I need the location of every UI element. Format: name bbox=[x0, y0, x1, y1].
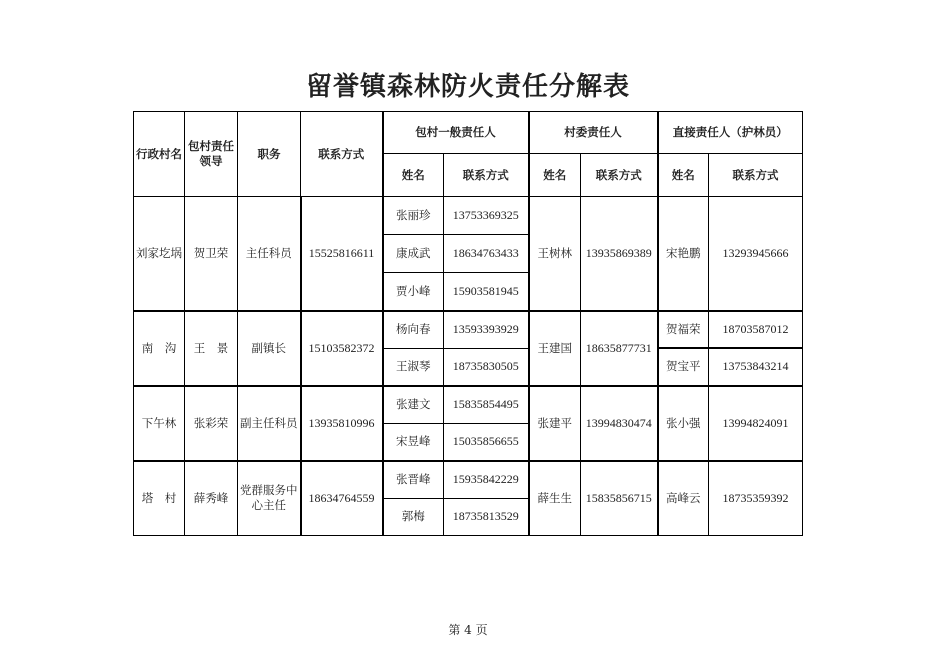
village-name: 南 沟 bbox=[134, 311, 185, 386]
header-name: 姓名 bbox=[658, 154, 709, 197]
leader-phone: 13935810996 bbox=[301, 386, 383, 461]
leader-name: 薛秀峰 bbox=[185, 461, 238, 536]
header-contact: 联系方式 bbox=[301, 112, 383, 197]
leader-phone: 18634764559 bbox=[301, 461, 383, 536]
direct-phone: 13753843214 bbox=[709, 348, 803, 386]
header-phone: 联系方式 bbox=[581, 154, 658, 197]
page-title: 留誉镇森林防火责任分解表 bbox=[305, 72, 630, 102]
direct-phone: 18735359392 bbox=[709, 461, 803, 536]
committee-phone: 18635877731 bbox=[581, 311, 658, 386]
direct-name: 宋艳鹏 bbox=[658, 197, 709, 311]
village-name: 刘家圪埚 bbox=[134, 197, 185, 311]
table-row bbox=[134, 461, 803, 499]
page-footer: 第 4 页 bbox=[448, 623, 488, 637]
leader-name: 王 景 bbox=[185, 311, 238, 386]
committee-name: 王建国 bbox=[529, 311, 581, 386]
table-row bbox=[134, 386, 803, 424]
general-name: 郭梅 bbox=[383, 498, 444, 536]
committee-name: 张建平 bbox=[529, 386, 581, 461]
general-name: 康成武 bbox=[383, 235, 444, 273]
general-phone: 15935842229 bbox=[444, 461, 529, 499]
village-name: 塔 村 bbox=[134, 461, 185, 536]
leader-position: 主任科员 bbox=[238, 197, 301, 311]
leader-position: 副镇长 bbox=[238, 311, 301, 386]
general-name: 宋昱峰 bbox=[383, 423, 444, 461]
general-name: 张丽珍 bbox=[383, 197, 444, 235]
responsibility-table bbox=[133, 111, 803, 536]
header-leader: 包村责任领导 bbox=[185, 112, 238, 197]
general-name: 张晋峰 bbox=[383, 461, 444, 499]
general-phone: 13753369325 bbox=[444, 197, 529, 235]
leader-phone: 15103582372 bbox=[301, 311, 383, 386]
committee-phone: 13994830474 bbox=[581, 386, 658, 461]
general-phone: 18735830505 bbox=[444, 348, 529, 386]
table-row bbox=[134, 197, 803, 235]
leader-phone: 15525816611 bbox=[301, 197, 383, 311]
header-general: 包村一般责任人 bbox=[383, 112, 529, 154]
general-phone: 15035856655 bbox=[444, 423, 529, 461]
leader-position: 党群服务中心主任 bbox=[238, 461, 301, 536]
general-phone: 15903581945 bbox=[444, 273, 529, 311]
general-phone: 18634763433 bbox=[444, 235, 529, 273]
leader-name: 贺卫荣 bbox=[185, 197, 238, 311]
general-name: 杨向春 bbox=[383, 311, 444, 349]
direct-phone: 18703587012 bbox=[709, 311, 803, 349]
committee-name: 王树林 bbox=[529, 197, 581, 311]
committee-name: 薛生生 bbox=[529, 461, 581, 536]
committee-phone: 15835856715 bbox=[581, 461, 658, 536]
leader-position: 副主任科员 bbox=[238, 386, 301, 461]
header-position: 职务 bbox=[238, 112, 301, 197]
direct-phone: 13293945666 bbox=[709, 197, 803, 311]
header-direct: 直接责任人（护林员） bbox=[658, 112, 803, 154]
direct-name: 高峰云 bbox=[658, 461, 709, 536]
village-name: 下午林 bbox=[134, 386, 185, 461]
leader-name: 张彩荣 bbox=[185, 386, 238, 461]
header-phone: 联系方式 bbox=[709, 154, 803, 197]
general-phone: 13593393929 bbox=[444, 311, 529, 349]
general-name: 张建文 bbox=[383, 386, 444, 424]
general-name: 王淑琴 bbox=[383, 348, 444, 386]
header-name: 姓名 bbox=[383, 154, 444, 197]
committee-phone: 13935869389 bbox=[581, 197, 658, 311]
direct-name: 贺宝平 bbox=[658, 348, 709, 386]
general-phone: 18735813529 bbox=[444, 498, 529, 536]
table-row bbox=[134, 311, 803, 349]
direct-phone: 13994824091 bbox=[709, 386, 803, 461]
header-name: 姓名 bbox=[529, 154, 581, 197]
direct-name: 贺福荣 bbox=[658, 311, 709, 349]
direct-name: 张小强 bbox=[658, 386, 709, 461]
header-village: 行政村名 bbox=[134, 112, 185, 197]
header-phone: 联系方式 bbox=[444, 154, 529, 197]
general-name: 贾小峰 bbox=[383, 273, 444, 311]
general-phone: 15835854495 bbox=[444, 386, 529, 424]
header-committee: 村委责任人 bbox=[529, 112, 658, 154]
